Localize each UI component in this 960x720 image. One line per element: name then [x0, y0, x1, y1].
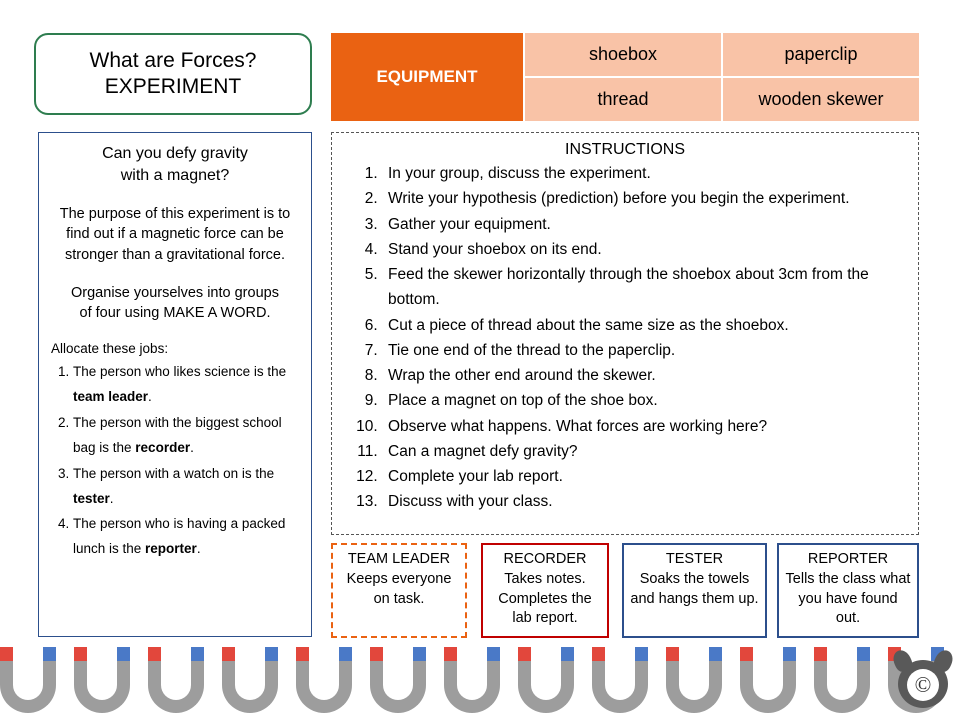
instruction-step: 5. Feed the skewer horizontally through the shoebox about 3cm from the bottom. — [382, 262, 906, 313]
page-title — [34, 33, 312, 115]
magnet-pole-north — [222, 647, 235, 661]
magnet-body — [0, 653, 56, 713]
magnet-pole-north — [814, 647, 827, 661]
equipment-item: shoebox — [525, 33, 721, 76]
instruction-step: 8. Wrap the other end around the skewer. — [382, 363, 906, 388]
experiment-purpose-text: The purpose of this experiment is to find out if a magnetic force can be stronger than a gravitational force. — [59, 206, 291, 263]
grouping-instruction-line2: of four using MAKE A WORD. — [79, 305, 271, 322]
magnet-body — [518, 653, 574, 713]
grouping-instruction — [51, 283, 299, 324]
magnet-body — [74, 653, 130, 713]
instruction-step: 2. Write your hypothesis (prediction) before you begin the experiment. — [382, 186, 906, 211]
job-role-name: reporter — [145, 541, 197, 557]
allocate-jobs-label: Allocate these jobs: — [51, 340, 169, 356]
job-role-name: tester — [73, 490, 110, 506]
magnet-pole-south — [117, 647, 130, 661]
magnet-pole-south — [783, 647, 796, 661]
magnet-icon — [438, 645, 514, 720]
magnet-pole-north — [592, 647, 605, 661]
magnet-icon — [364, 645, 440, 720]
role-description: Tells the class what you have found out. — [785, 571, 911, 626]
instruction-step: 7. Tie one end of the thread to the paperclip. — [382, 338, 906, 363]
instruction-step: 10. Observe what happens. What forces are working here? — [382, 414, 906, 439]
copyright-logo-icon — [892, 650, 954, 712]
magnet-body — [814, 653, 870, 713]
magnet-pole-north — [518, 647, 531, 661]
role-card-reporter — [777, 543, 919, 638]
equipment-table — [331, 33, 919, 121]
magnet-body — [592, 653, 648, 713]
magnet-icon — [512, 645, 588, 720]
magnet-icon — [0, 645, 70, 720]
magnet-body — [740, 653, 796, 713]
grouping-instruction-line1: Organise yourselves into groups — [71, 285, 279, 302]
experiment-question-line1: Can you defy gravity — [102, 145, 248, 162]
magnet-pole-south — [339, 647, 352, 661]
magnet-icon — [290, 645, 366, 720]
equipment-items — [525, 33, 919, 121]
magnet-pole-south — [413, 647, 426, 661]
magnet-body — [370, 653, 426, 713]
magnet-pole-north — [666, 647, 679, 661]
equipment-label: EQUIPMENT — [331, 33, 523, 121]
role-title: TESTER — [665, 551, 724, 567]
magnet-icon — [216, 645, 292, 720]
magnet-pole-north — [444, 647, 457, 661]
magnet-body — [148, 653, 204, 713]
role-card-tester — [622, 543, 767, 638]
equipment-item: paperclip — [723, 33, 919, 76]
magnet-pole-north — [740, 647, 753, 661]
role-description: Takes notes. Completes the lab report. — [498, 571, 592, 626]
job-role-name: recorder — [135, 439, 191, 455]
magnet-icon — [586, 645, 662, 720]
role-title: TEAM LEADER — [347, 551, 451, 567]
job-list-item: 3. The person with a watch on is the tester. — [73, 462, 299, 512]
instruction-step: 11. Can a magnet defy gravity? — [382, 439, 906, 464]
magnet-icon — [808, 645, 884, 720]
magnet-icon — [68, 645, 144, 720]
magnet-pole-south — [43, 647, 56, 661]
magnet-pole-south — [191, 647, 204, 661]
instruction-step: 13. Discuss with your class. — [382, 489, 906, 514]
job-list-item: 1. The person who likes science is the team leader. — [73, 360, 299, 410]
magnet-pole-north — [370, 647, 383, 661]
instruction-step: 4. Stand your shoebox on its end. — [382, 237, 906, 262]
magnet-pole-north — [148, 647, 161, 661]
page-title-line2: EXPERIMENT — [104, 75, 242, 98]
role-title: RECORDER — [503, 551, 587, 567]
magnet-icon — [660, 645, 736, 720]
magnet-pole-north — [74, 647, 87, 661]
jobs-list — [51, 360, 299, 563]
magnet-pole-south — [265, 647, 278, 661]
equipment-item: wooden skewer — [723, 78, 919, 121]
magnet-pole-south — [857, 647, 870, 661]
instruction-step: 12. Complete your lab report. — [382, 464, 906, 489]
magnet-body — [222, 653, 278, 713]
magnet-pole-south — [561, 647, 574, 661]
equipment-item: thread — [525, 78, 721, 121]
magnet-pole-south — [635, 647, 648, 661]
magnet-pole-south — [487, 647, 500, 661]
role-title: REPORTER — [807, 551, 889, 567]
role-card-recorder — [481, 543, 609, 638]
logo-copyright-symbol: © — [907, 669, 939, 701]
magnet-body — [296, 653, 352, 713]
magnet-body — [666, 653, 722, 713]
magnet-icon — [142, 645, 218, 720]
role-card-team-leader — [331, 543, 467, 638]
role-description: Keeps everyone on task. — [346, 571, 452, 607]
instruction-step: 1. In your group, discuss the experiment. — [382, 161, 906, 186]
page-title-line1: What are Forces? — [89, 48, 257, 72]
instructions-panel — [331, 132, 919, 535]
magnet-pole-north — [296, 647, 309, 661]
magnet-body — [444, 653, 500, 713]
job-list-item: 4. The person who is having a packed lunch is the reporter. — [73, 512, 299, 562]
instructions-title: INSTRUCTIONS — [565, 141, 685, 158]
instruction-step: 6. Cut a piece of thread about the same size as the shoebox. — [382, 313, 906, 338]
instructions-list — [344, 161, 906, 515]
experiment-question-line2: with a magnet? — [120, 166, 230, 184]
magnet-pole-south — [709, 647, 722, 661]
job-list-item: 2. The person with the biggest school bag is the recorder. — [73, 411, 299, 461]
magnet-pole-north — [0, 647, 13, 661]
magnet-icon — [734, 645, 810, 720]
role-description: Soaks the towels and hangs them up. — [630, 571, 759, 607]
experiment-question — [51, 143, 299, 186]
instruction-step: 3. Gather your equipment. — [382, 212, 906, 237]
instruction-step: 9. Place a magnet on top of the shoe box. — [382, 388, 906, 413]
magnet-border-decoration — [0, 645, 960, 720]
purpose-panel — [38, 132, 312, 637]
job-role-name: team leader — [73, 388, 149, 404]
